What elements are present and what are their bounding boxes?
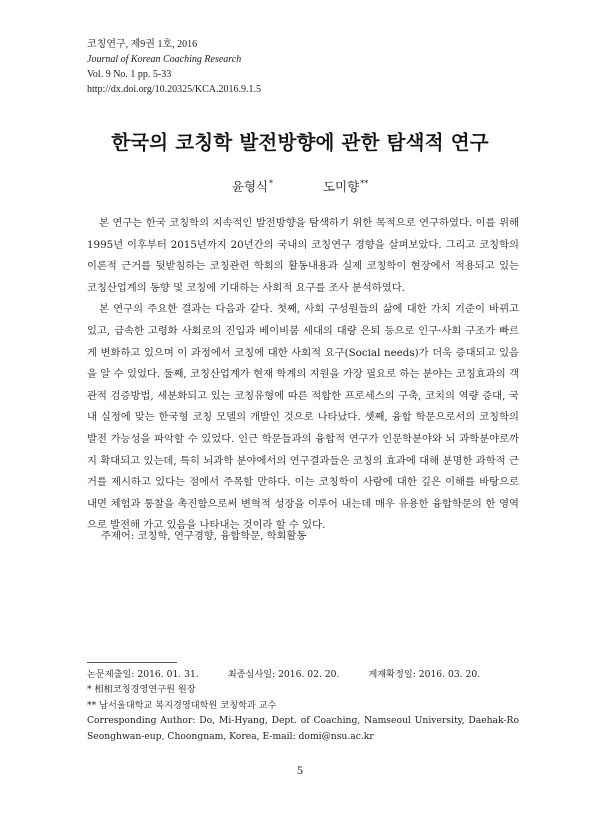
footnote-author-2: ** 남서울대학교 복지경영대학원 코칭학과 교수 [87, 699, 277, 711]
reviewed-date: 최종심사일: 2016. 02. 20. [227, 669, 340, 680]
author-footnote-mark: ** [360, 179, 369, 188]
paper-title: 한국의 코칭학 발전방향에 관한 탐색적 연구 [111, 131, 489, 154]
abstract-paragraph-1: 본 연구는 한국 코칭학의 지속적인 발전방향을 탐색하기 위한 목적으로 연구하였다. 이를 위해 1995년 이후부터 2015년까지 20년간의 국내의 코칭연구 경향을 살펴보았다. 그리고 코칭학의 이론적 근거를 뒷받침하는 코칭관련 학회의 활동내용과 실제 코칭학이 현장에서 적용되고 있는 코칭산업계의 동향 및 코칭에 기대하는 사회적 요구를 조사 분석하였다. [87, 217, 519, 294]
keywords: 주제어: 코칭학, 연구경향, 융합학문, 학회활동 [101, 530, 307, 542]
journal-citation-ko: 코칭연구, 제9권 1호, 2016 [87, 39, 198, 50]
abstract-paragraph-2: 본 연구의 주요한 결과는 다음과 같다. 첫째, 사회 구성원들의 삶에 대한 가치 기준이 바뀌고 있고, 급속한 고령화 사회로의 진입과 베이비붐 세대의 대량 은퇴 등으로 인구·사회 구조가 빠르게 변화하고 있으며 이 과정에서 코칭에 대한 사회적 요구(Social needs)가 더욱 증대되고 있음을 알 수 있었다. 둘째, 코칭산업계가 현재 학계의 지원을 가장 필요로 하는 분야는 코칭효과의 객관적 검증방법, 세분화되고 있는 코칭유형에 따른 적합한 프로세스의 구축, 코치의 역량 증대, 국내 실정에 맞는 한국형 코칭 모델의 개발인 것으로 나타났다. 셋째, 융합 학문으로서의 코칭학의 발전 가능성을 파악할 수 있었다. 인근 학문들과의 융합적 연구가 인문학분야와 뇌 과학분야로까지 확대되고 있는데, 특히 뇌과학 분야에서의 연구결과들은 코칭의 효과에 대해 분명한 과학적 근거를 제시하고 있다는 점에서 주목할 만하다. 이는 코칭학이 사람에 대한 깊은 이해를 바탕으로 내면 체험과 통찰을 촉진함으로써 변혁적 성장을 이루어 내는데 매우 유용한 융합학문의 한 영역으로 발전해 가고 있음을 나타내는 것이라 할 수 있다. [87, 303, 519, 532]
author-line [0, 177, 600, 195]
journal-volume: Vol. 9 No. 1 pp. 5-33 [87, 69, 172, 80]
accepted-date: 게재확정일: 2016. 03. 20. [368, 669, 481, 680]
footnotes [87, 667, 519, 744]
abstract [87, 213, 519, 537]
author-1 [232, 177, 273, 195]
submission-dates [87, 667, 519, 682]
author-name: 도미향 [322, 179, 360, 194]
received-date: 논문제출일: 2016. 01. 31. [87, 669, 199, 680]
corresponding-author: Corresponding Author: Do, Mi-Hyang, Dept. of Coaching, Namseoul University, Daehak-Ro Seonghwan-eup, Choongnam, Korea, E-mail: domi@nsu.ac.kr [87, 715, 519, 742]
author-name: 윤형식 [231, 179, 268, 194]
doi-link[interactable]: http://dx.doi.org/10.20325/KCA.2016.9.1.5 [87, 84, 261, 95]
journal-name-en: Journal of Korean Coaching Research [87, 54, 242, 65]
footnote-author-1: * 相相코칭경영연구원 원장 [87, 684, 196, 696]
author-2 [323, 177, 368, 195]
author-footnote-mark: * [269, 179, 273, 188]
journal-header [87, 37, 261, 97]
footnote-divider [87, 662, 177, 663]
page-number: 5 [297, 763, 303, 777]
